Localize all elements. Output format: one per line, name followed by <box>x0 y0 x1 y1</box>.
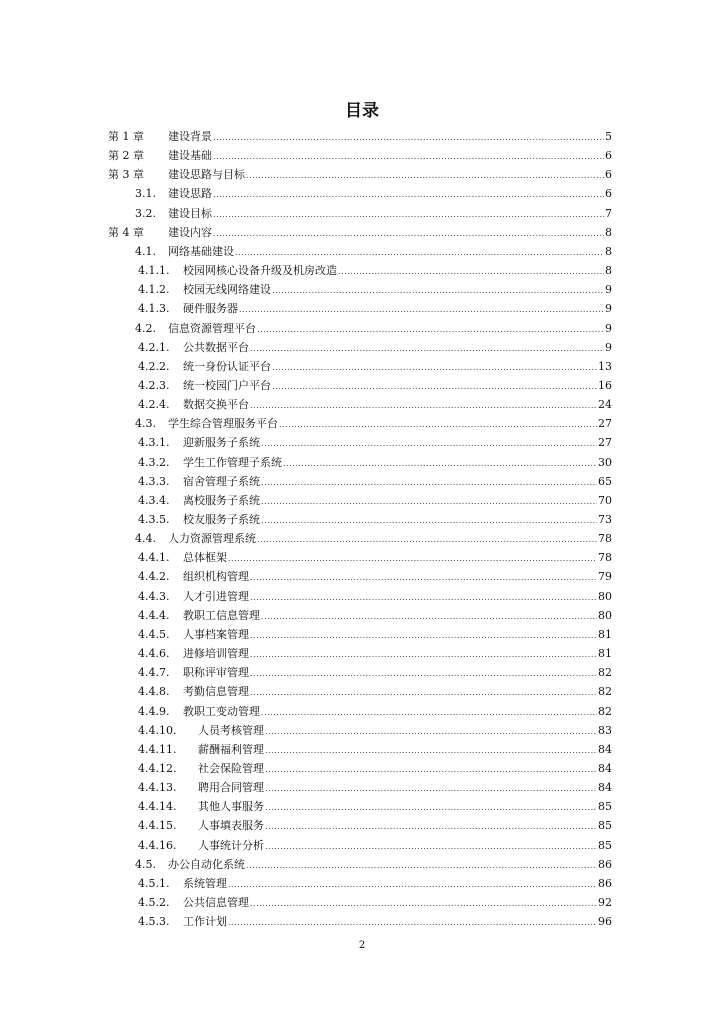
toc-entry-number: 4.5.1. <box>138 876 170 890</box>
toc-entry-label: 其他人事服务 <box>198 800 264 813</box>
toc-entry-page: 86 <box>598 858 612 871</box>
toc-entry-label: 人才引进管理 <box>183 590 249 603</box>
toc-entry[interactable] <box>0 548 724 566</box>
toc-entry[interactable] <box>0 165 724 183</box>
toc-entry-number: 4.5. <box>135 857 156 871</box>
toc-entry-page: 84 <box>598 781 612 794</box>
toc-entry-line <box>183 434 612 450</box>
toc-entry-line <box>183 664 612 680</box>
toc-entry[interactable] <box>0 280 724 298</box>
toc-entry-line <box>198 760 612 776</box>
toc-entry-page: 92 <box>598 896 612 909</box>
toc-entry-line <box>168 530 612 546</box>
toc-entry-page: 80 <box>598 609 612 622</box>
toc-entry-line <box>168 185 612 201</box>
toc-entry[interactable] <box>0 855 724 873</box>
toc-entry-number: 4.1.2. <box>138 282 170 296</box>
toc-entry-page: 80 <box>598 590 612 603</box>
toc-entry[interactable] <box>0 491 724 509</box>
toc-entry-number: 4.1. <box>135 244 156 258</box>
toc-entry-page: 81 <box>598 628 612 641</box>
toc-entry-label: 数据交换平台 <box>183 398 249 411</box>
toc-leader-dots <box>272 382 597 391</box>
toc-entry-page: 27 <box>598 436 612 449</box>
toc-entry-page: 24 <box>598 398 612 411</box>
toc-entry-page: 78 <box>598 532 612 545</box>
toc-entry-label: 建设基础 <box>168 149 212 162</box>
toc-entry-line <box>168 166 612 182</box>
toc-entry-page: 6 <box>605 187 612 200</box>
toc-leader-dots <box>246 861 597 870</box>
toc-entry-number: 4.4.12. <box>138 761 177 775</box>
toc-entry-line <box>183 894 612 910</box>
toc-leader-dots <box>246 171 604 180</box>
toc-entry-label: 学生工作管理子系统 <box>183 456 282 469</box>
toc-entry-page: 83 <box>598 724 612 737</box>
toc-entry[interactable] <box>0 682 724 700</box>
toc-entry-page: 6 <box>605 149 612 162</box>
toc-leader-dots <box>265 842 597 851</box>
toc-entry-line <box>183 339 612 355</box>
toc-leader-dots <box>265 803 597 812</box>
toc-entry-number: 4.4.10. <box>138 723 177 737</box>
toc-entry-label: 总体框架 <box>183 551 227 564</box>
toc-entry-label: 教职工变动管理 <box>183 705 260 718</box>
toc-entry-number: 第 4 章 <box>108 226 144 239</box>
toc-entry-page: 8 <box>605 245 612 258</box>
toc-leader-dots <box>250 688 597 697</box>
toc-leader-dots <box>250 631 597 640</box>
toc-entry-label: 信息资源管理平台 <box>168 322 256 335</box>
toc-entry[interactable] <box>0 587 724 605</box>
toc-entry-number: 4.2.4. <box>138 397 170 411</box>
toc-entry-label: 人事档案管理 <box>183 628 249 641</box>
toc-leader-dots <box>257 535 597 544</box>
toc-entry-label: 网络基础建设 <box>168 245 234 258</box>
toc-entry[interactable] <box>0 242 724 260</box>
toc-leader-dots <box>272 286 604 295</box>
toc-leader-dots <box>250 650 597 659</box>
toc-entry-page: 9 <box>605 283 612 296</box>
toc-entry-number: 第 1 章 <box>108 130 144 143</box>
toc-entry-label: 系统管理 <box>183 877 227 890</box>
toc-entry[interactable] <box>0 740 724 758</box>
toc-entry-label: 办公自动化系统 <box>168 858 245 871</box>
toc-entry-line <box>183 913 612 929</box>
toc-entry-page: 84 <box>598 762 612 775</box>
toc-entry[interactable] <box>0 395 724 413</box>
toc-entry-number: 4.5.3. <box>138 914 170 928</box>
toc-entry-page: 85 <box>598 839 612 852</box>
toc-entry-line <box>183 492 612 508</box>
toc-entry-label: 聘用合同管理 <box>198 781 264 794</box>
toc-entry-number: 3.1. <box>135 186 156 200</box>
toc-entry[interactable] <box>0 319 724 337</box>
toc-entry-number: 4.4.9. <box>138 704 170 718</box>
toc-entry-line <box>183 511 612 527</box>
toc-entry-number: 4.4.15. <box>138 818 177 832</box>
toc-entry[interactable] <box>0 663 724 681</box>
toc-entry-label: 迎新服务子系统 <box>183 436 260 449</box>
toc-entry[interactable] <box>0 797 724 815</box>
toc-entry-number: 第 3 章 <box>108 168 144 181</box>
toc-entry-page: 85 <box>598 800 612 813</box>
toc-entry-line <box>168 224 612 240</box>
toc-entry-line <box>183 377 612 393</box>
toc-entry-label: 宿舍管理子系统 <box>183 475 260 488</box>
toc-entry-page: 30 <box>598 456 612 469</box>
toc-entry[interactable] <box>0 204 724 222</box>
toc-entry-number: 4.4.4. <box>138 608 170 622</box>
toc-entry-label: 统一校园门户平台 <box>183 379 271 392</box>
toc-entry-label: 社会保险管理 <box>198 762 264 775</box>
toc-entry-line <box>183 281 612 297</box>
toc-leader-dots <box>250 344 604 353</box>
toc-entry-line <box>198 837 612 853</box>
toc-leader-dots <box>250 573 597 582</box>
toc-entry[interactable] <box>0 338 724 356</box>
toc-entry-line <box>198 817 612 833</box>
toc-entry-line <box>168 415 612 431</box>
toc-entry-page: 8 <box>605 226 612 239</box>
toc-title: 目录 <box>345 101 379 121</box>
toc-entry-page: 73 <box>598 513 612 526</box>
toc-entry-line <box>168 147 612 163</box>
toc-leader-dots <box>283 459 597 468</box>
toc-entry-page: 84 <box>598 743 612 756</box>
toc-entry-line <box>183 358 612 374</box>
toc-entry-label: 校园无线网络建设 <box>183 283 271 296</box>
toc-entry-page: 8 <box>605 264 612 277</box>
toc-leader-dots <box>213 133 604 142</box>
toc-leader-dots <box>250 401 597 410</box>
toc-entry[interactable] <box>0 127 724 145</box>
toc-entry-number: 4.3.2. <box>138 455 170 469</box>
toc-entry-line <box>198 722 612 738</box>
toc-entry-page: 5 <box>605 130 612 143</box>
toc-entry-page: 9 <box>605 322 612 335</box>
toc-leader-dots <box>261 516 597 525</box>
toc-entry-line <box>198 798 612 814</box>
toc-entry-number: 4.4.14. <box>138 799 177 813</box>
toc-entry-page: 85 <box>598 819 612 832</box>
toc-entry-number: 4.2.1. <box>138 340 170 354</box>
toc-entry-label: 统一身份认证平台 <box>183 360 271 373</box>
toc-entry-page: 96 <box>598 915 612 928</box>
toc-entry-line <box>183 473 612 489</box>
toc-leader-dots <box>265 746 597 755</box>
toc-entry[interactable] <box>0 893 724 911</box>
toc-leader-dots <box>261 439 597 448</box>
toc-entry-number: 4.2.2. <box>138 359 170 373</box>
toc-leader-dots <box>261 478 597 487</box>
toc-entry-number: 4.4. <box>135 531 156 545</box>
toc-leader-dots <box>250 669 597 678</box>
toc-leader-dots <box>213 152 604 161</box>
toc-entry-line <box>168 856 612 872</box>
toc-entry[interactable] <box>0 261 724 279</box>
toc-leader-dots <box>265 822 597 831</box>
toc-entry-line <box>183 262 612 278</box>
toc-entry[interactable] <box>0 778 724 796</box>
toc-entry-page: 16 <box>598 379 612 392</box>
toc-leader-dots <box>265 765 597 774</box>
toc-entry-label: 校园网核心设备升级及机房改造 <box>183 264 337 277</box>
toc-leader-dots <box>228 880 597 889</box>
toc-entry-page: 86 <box>598 877 612 890</box>
toc-leader-dots <box>272 363 597 372</box>
toc-entry-label: 学生综合管理服务平台 <box>168 417 278 430</box>
toc-entry[interactable] <box>0 453 724 471</box>
toc-entry-number: 4.1.1. <box>138 263 170 277</box>
toc-entry[interactable] <box>0 836 724 854</box>
toc-entry-page: 7 <box>605 207 612 220</box>
toc-entry-page: 65 <box>598 475 612 488</box>
toc-entry-line <box>183 875 612 891</box>
toc-entry-label: 离校服务子系统 <box>183 494 260 507</box>
toc-leader-dots <box>228 554 597 563</box>
toc-entry-number: 4.3.3. <box>138 474 170 488</box>
page-number: 2 <box>358 940 366 951</box>
toc-entry-label: 建设思路与目标 <box>168 168 245 181</box>
toc-entry-label: 进修培训管理 <box>183 647 249 660</box>
toc-leader-dots <box>265 784 597 793</box>
toc-entry[interactable] <box>0 184 724 202</box>
toc-leader-dots <box>235 248 604 257</box>
toc-entry-label: 校友服务子系统 <box>183 513 260 526</box>
toc-entry-label: 组织机构管理 <box>183 570 249 583</box>
toc-entry-page: 82 <box>598 685 612 698</box>
toc-entry-number: 4.2.3. <box>138 378 170 392</box>
toc-entry-label: 薪酬福利管理 <box>198 743 264 756</box>
toc-entry-line <box>183 300 612 316</box>
toc-entry[interactable] <box>0 433 724 451</box>
toc-entry[interactable] <box>0 299 724 317</box>
toc-entry-number: 4.4.7. <box>138 665 170 679</box>
toc-entry-number: 4.2. <box>135 321 156 335</box>
toc-leader-dots <box>261 612 597 621</box>
toc-entry-label: 硬件服务器 <box>183 302 238 315</box>
toc-leader-dots <box>239 305 604 314</box>
toc-leader-dots <box>250 593 597 602</box>
toc-entry[interactable] <box>0 357 724 375</box>
toc-entry-line <box>183 568 612 584</box>
toc-leader-dots <box>257 325 604 334</box>
toc-leader-dots <box>213 190 604 199</box>
toc-entry-label: 人员考核管理 <box>198 724 264 737</box>
toc-entry[interactable] <box>0 567 724 585</box>
toc-entry-number: 4.4.5. <box>138 627 170 641</box>
toc-leader-dots <box>279 420 597 429</box>
toc-entry-line <box>183 588 612 604</box>
toc-entry-line <box>198 741 612 757</box>
toc-entry-line <box>198 779 612 795</box>
toc-leader-dots <box>338 267 604 276</box>
toc-entry-page: 9 <box>605 302 612 315</box>
toc-entry[interactable] <box>0 874 724 892</box>
toc-entry-number: 4.4.1. <box>138 550 170 564</box>
toc-entry-line <box>183 396 612 412</box>
toc-leader-dots <box>261 708 597 717</box>
toc-entry-line <box>168 205 612 221</box>
toc-entry-page: 78 <box>598 551 612 564</box>
toc-entry-line <box>183 454 612 470</box>
toc-entry-number: 4.1.3. <box>138 301 170 315</box>
toc-entry[interactable] <box>0 816 724 834</box>
toc-entry[interactable] <box>0 510 724 528</box>
toc-entry-number: 4.4.13. <box>138 780 177 794</box>
toc-entry-page: 27 <box>598 417 612 430</box>
toc-entry-number: 4.4.11. <box>138 742 177 756</box>
toc-leader-dots <box>213 210 604 219</box>
toc-entry-label: 建设内容 <box>168 226 212 239</box>
toc-entry-label: 公共数据平台 <box>183 341 249 354</box>
toc-entry[interactable] <box>0 529 724 547</box>
toc-entry-number: 4.4.8. <box>138 684 170 698</box>
toc-entry-label: 考勤信息管理 <box>183 685 249 698</box>
toc-entry-label: 人事填表服务 <box>198 819 264 832</box>
toc-entry[interactable] <box>0 472 724 490</box>
toc-entry-label: 工作计划 <box>183 915 227 928</box>
toc-entry-number: 4.4.16. <box>138 838 177 852</box>
toc-entry-page: 82 <box>598 705 612 718</box>
toc-entry[interactable] <box>0 606 724 624</box>
toc-entry-label: 建设背景 <box>168 130 212 143</box>
toc-entry-page: 9 <box>605 341 612 354</box>
toc-entry-line <box>183 703 612 719</box>
toc-leader-dots <box>265 727 597 736</box>
toc-entry-page: 6 <box>605 168 612 181</box>
toc-entry-line <box>168 320 612 336</box>
toc-entry[interactable] <box>0 759 724 777</box>
toc-entry[interactable] <box>0 376 724 394</box>
toc-entry-number: 3.2. <box>135 206 156 220</box>
toc-entry-page: 79 <box>598 570 612 583</box>
toc-entry-line <box>183 626 612 642</box>
toc-leader-dots <box>261 497 597 506</box>
toc-leader-dots <box>228 918 597 927</box>
toc-entry-page: 13 <box>598 360 612 373</box>
toc-entry-page: 82 <box>598 666 612 679</box>
toc-entry-label: 建设思路 <box>168 187 212 200</box>
toc-entry-label: 教职工信息管理 <box>183 609 260 622</box>
toc-entry-line <box>183 607 612 623</box>
toc-entry-number: 4.3.5. <box>138 512 170 526</box>
toc-entry-line <box>168 128 612 144</box>
toc-entry[interactable] <box>0 721 724 739</box>
toc-entry-number: 4.3.1. <box>138 435 170 449</box>
toc-entry-label: 人事统计分析 <box>198 839 264 852</box>
toc-entry-page: 70 <box>598 494 612 507</box>
toc-entry-line <box>183 645 612 661</box>
toc-entry-line <box>183 549 612 565</box>
toc-entry-page: 81 <box>598 647 612 660</box>
toc-entry-number: 4.4.3. <box>138 589 170 603</box>
toc-entry[interactable] <box>0 414 724 432</box>
toc-entry-label: 建设目标 <box>168 207 212 220</box>
toc-leader-dots <box>213 229 604 238</box>
toc-entry-label: 职称评审管理 <box>183 666 249 679</box>
toc-entry-label: 人力资源管理系统 <box>168 532 256 545</box>
toc-entry-number: 4.4.2. <box>138 569 170 583</box>
toc-entry-line <box>183 683 612 699</box>
toc-entry[interactable] <box>0 912 724 930</box>
toc-entry-number: 4.4.6. <box>138 646 170 660</box>
toc-entry-number: 4.3.4. <box>138 493 170 507</box>
toc-leader-dots <box>250 899 597 908</box>
toc-entry[interactable] <box>0 625 724 643</box>
toc-entry-label: 公共信息管理 <box>183 896 249 909</box>
toc-entry[interactable] <box>0 644 724 662</box>
toc-entry-number: 4.3. <box>135 416 156 430</box>
toc-entry-number: 4.5.2. <box>138 895 170 909</box>
toc-entry[interactable] <box>0 702 724 720</box>
toc-entry[interactable] <box>0 146 724 164</box>
toc-entry-line <box>168 243 612 259</box>
toc-entry-number: 第 2 章 <box>108 149 144 162</box>
toc-entry[interactable] <box>0 223 724 241</box>
